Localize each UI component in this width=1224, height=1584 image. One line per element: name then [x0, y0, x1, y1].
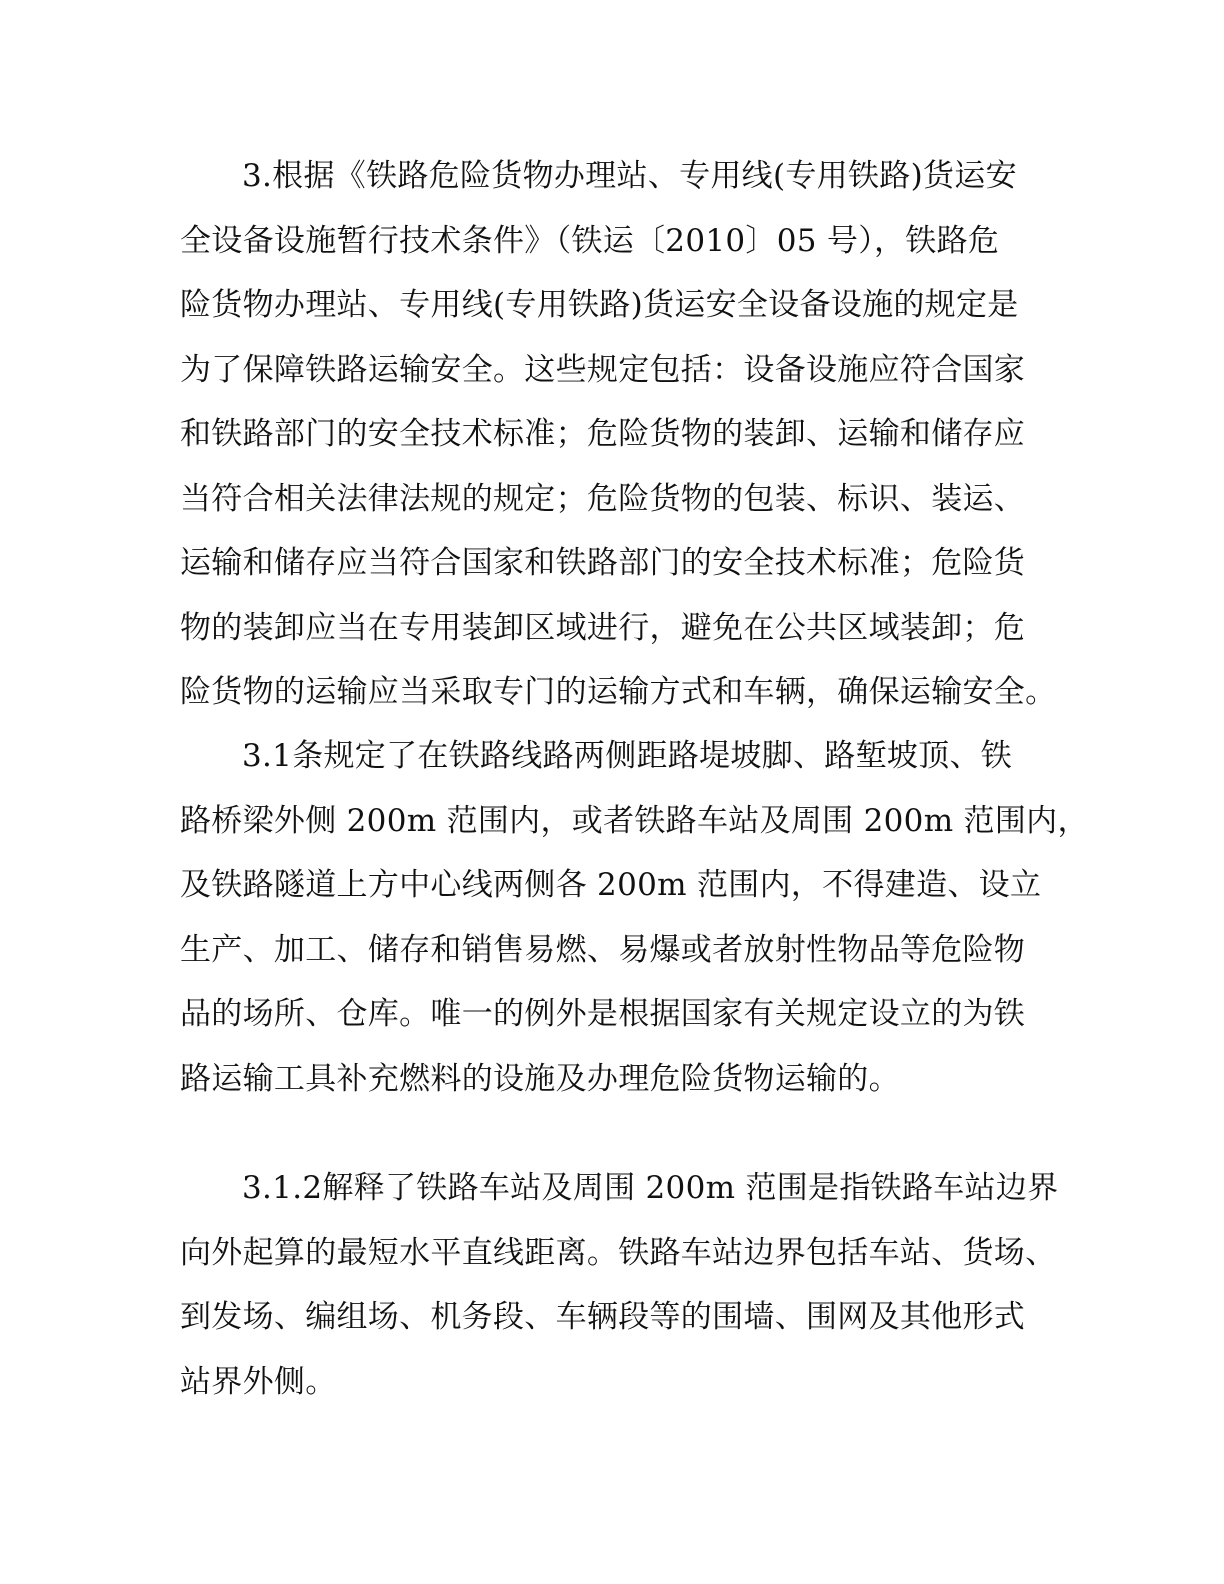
text-line: 运输和储存应当符合国家和铁路部门的安全技术标准；危险货 [180, 545, 1026, 581]
paragraph-3-1-2-station-boundary [180, 1156, 1060, 1414]
text-line: 险货物的运输应当采取专门的运输方式和车辆，确保运输安全。 [180, 674, 1057, 710]
text-line: 及铁路隧道上方中心线两侧各 200m 范围内，不得建造、设立 [180, 867, 1042, 903]
text-line: 为了保障铁路运输安全。这些规定包括：设备设施应符合国家 [180, 351, 1026, 388]
text-line: 3.1.2解释了铁路车站及周围 200m 范围是指铁路车站边界 [242, 1170, 1059, 1206]
text-line: 站界外侧。 [180, 1363, 337, 1400]
text-line: 物的装卸应当在专用装卸区域进行，避免在公共区域装卸；危 [180, 609, 1026, 646]
text-line: 路运输工具补充燃料的设施及办理危险货物运输的。 [180, 1060, 900, 1097]
paragraph-3-dangerous-goods-rules [180, 144, 1060, 725]
text-line: 3.根据《铁路危险货物办理站、专用线(专用铁路)货运安 [242, 158, 1017, 194]
text-line: 险货物办理站、专用线(专用铁路)货运安全设备设施的规定是 [180, 287, 1019, 323]
text-line: 品的场所、仓库。唯一的例外是根据国家有关规定设立的为铁 [180, 996, 1026, 1032]
text-line: 3.1条规定了在铁路线路两侧距路堤坡脚、路堑坡顶、铁 [242, 738, 1013, 774]
text-line: 向外起算的最短水平直线距离。铁路车站边界包括车站、货场、 [180, 1234, 1057, 1271]
text-line: 全设备设施暂行技术条件》（铁运〔2010〕05 号），铁路危 [180, 222, 1000, 259]
paragraph-3-1-protection-zone [180, 724, 1089, 1111]
text-line: 和铁路部门的安全技术标准；危险货物的装卸、运输和储存应 [180, 416, 1026, 452]
text-line: 到发场、编组场、机务段、车辆段等的围墙、围网及其他形式 [180, 1299, 1026, 1335]
text-line: 路桥梁外侧 200m 范围内，或者铁路车站及周围 200m 范围内， [180, 802, 1089, 839]
text-line: 当符合相关法律法规的规定；危险货物的包装、标识、装运、 [180, 480, 1026, 517]
text-line: 生产、加工、储存和销售易燃、易爆或者放射性物品等危险物 [180, 931, 1026, 968]
